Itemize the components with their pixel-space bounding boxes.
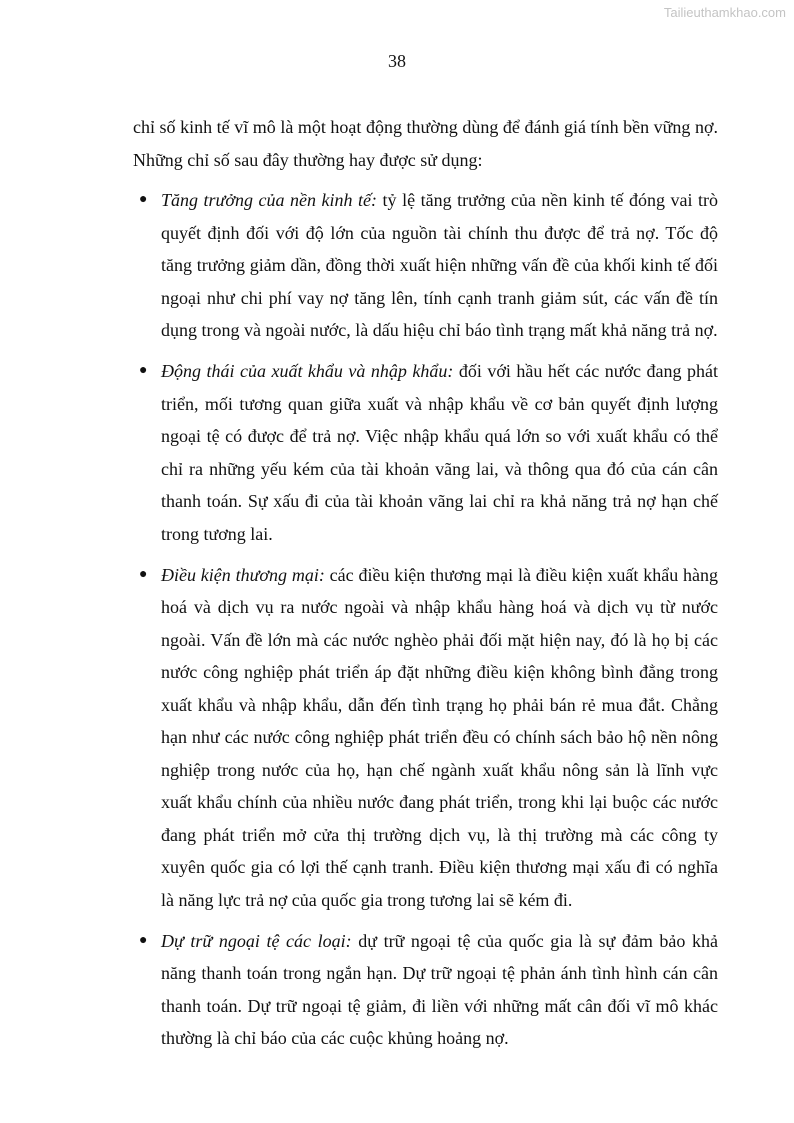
intro-paragraph: chỉ số kinh tế vĩ mô là một hoạt động thường dùng để đánh giá tính bền vững nợ. Những chỉ số sau đây thường hay được sử dụng: bbox=[133, 117, 718, 170]
list-item bbox=[133, 925, 718, 1055]
list-item-term: Dự trữ ngoại tệ các loại: bbox=[161, 930, 352, 951]
indicator-list bbox=[133, 184, 718, 1055]
list-item bbox=[133, 559, 718, 917]
page-number: 38 bbox=[388, 51, 406, 71]
page-content bbox=[133, 111, 718, 1063]
bullet-icon: ● bbox=[139, 566, 148, 582]
list-item-text: tỷ lệ tăng trưởng của nền kinh tế đóng vai trò quyết định đối với độ lớn của nguồn tài chính thu được để trả nợ. Tốc độ tăng trưởng giảm dần, đồng thời xuất hiện những vấn đề của khối kinh tế đối ngoại như chi phí vay nợ tăng lên, tính cạnh tranh giảm sút, các vấn đề tín dụng trong và ngoài nước, là dấu hiệu chỉ báo tình trạng mất khả năng trả nợ. bbox=[161, 190, 718, 340]
list-item-term: Động thái của xuất khẩu và nhập khẩu: bbox=[161, 361, 454, 381]
list-item-term: Tăng trưởng của nền kinh tế: bbox=[161, 190, 378, 210]
bullet-icon: ● bbox=[139, 192, 148, 207]
bullet-icon: ● bbox=[139, 363, 148, 378]
bullet-icon: ● bbox=[139, 932, 148, 948]
list-item-text: dự trữ ngoại tệ của quốc gia là sự đảm bảo khả năng thanh toán trong ngắn hạn. Dự trữ ngoại tệ phản ánh tình hình cán cân thanh toán. Dự trữ ngoại tệ giảm, đi liền với những mất cân đối vĩ mô khác thường là chỉ báo của các cuộc khủng hoảng nợ. bbox=[161, 930, 719, 1048]
list-item-text: đối với hầu hết các nước đang phát triển, mối tương quan giữa xuất và nhập khẩu về cơ bản quyết định lượng ngoại tệ có được để trả nợ. Việc nhập khẩu quá lớn so với xuất khẩu có thể chỉ ra những yếu kém của tài khoản vãng lai, và thông qua đó của cán cân thanh toán. Sự xấu đi của tài khoản vãng lai chỉ ra khả năng trả nợ hạn chế trong tương lai. bbox=[161, 361, 718, 544]
list-item-text: các điều kiện thương mại là điều kiện xuất khẩu hàng hoá và dịch vụ ra nước ngoài và nhập khẩu hàng hoá và dịch vụ từ nước ngoài. Vấn đề lớn mà các nước nghèo phải đối mặt hiện nay, đó là họ bị các nước công nghiệp phát triển áp đặt những điều kiện không bình đẳng trong xuất khẩu và nhập khẩu, dẫn đến tình trạng họ phải bán rẻ mua đắt. Chẳng hạn như các nước công nghiệp phát triển đều có chính sách bảo hộ nền nông nghiệp trong nước của họ, hạn chế ngành xuất khẩu nông sản là lĩnh vực xuất khẩu chính của nhiều nước đang phát triển, trong khi lại buộc các nước đang phát triển mở cửa thị trường dịch vụ, là thị trường mà các công ty xuyên quốc gia có lợi thế cạnh tranh. Điều kiện thương mại xấu đi có nghĩa là năng lực trả nợ của quốc gia trong tương lai sẽ kém đi. bbox=[161, 564, 718, 910]
list-item-term: Điều kiện thương mại: bbox=[161, 564, 325, 585]
list-item bbox=[133, 184, 718, 347]
list-item bbox=[133, 355, 718, 550]
watermark: Tailieuthamkhao.com bbox=[663, 5, 786, 20]
